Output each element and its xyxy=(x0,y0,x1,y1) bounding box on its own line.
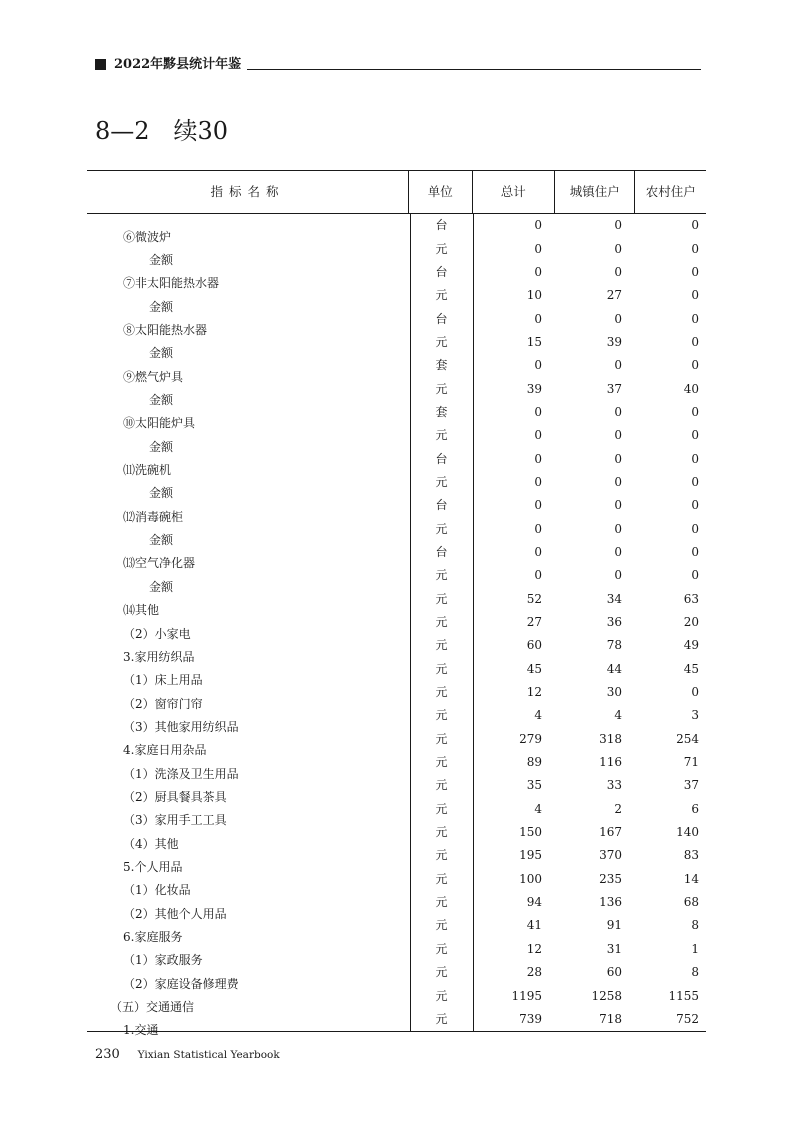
row-indicator-label: （1）家政服务 xyxy=(123,953,203,968)
row-urban-value: 0 xyxy=(614,264,622,279)
row-unit: 元 xyxy=(435,638,448,653)
row-unit: 元 xyxy=(435,778,448,793)
row-rural-value: 0 xyxy=(691,358,699,373)
table-row xyxy=(87,214,706,244)
row-unit: 元 xyxy=(435,241,448,256)
row-rural-value: 14 xyxy=(683,871,699,886)
row-indicator-label: ⑧太阳能热水器 xyxy=(123,323,208,338)
row-unit: 元 xyxy=(435,708,448,723)
row-indicator-label: （2）小家电 xyxy=(123,626,191,641)
row-indicator-label: ⑾洗碗机 xyxy=(123,463,172,478)
row-unit: 台 xyxy=(435,544,448,559)
row-rural-value: 8 xyxy=(691,965,699,980)
row-unit: 元 xyxy=(435,941,448,956)
table-body xyxy=(87,214,706,1038)
row-urban-value: 0 xyxy=(614,544,622,559)
row-unit: 台 xyxy=(435,498,448,513)
table-row xyxy=(87,611,706,641)
row-unit: 元 xyxy=(435,871,448,886)
row-unit: 元 xyxy=(435,661,448,676)
row-total-value: 89 xyxy=(526,755,542,770)
row-indicator-label: （五）交通通信 xyxy=(110,1000,195,1015)
row-unit: 元 xyxy=(435,848,448,863)
column-header-rural-households: 农村住户 xyxy=(634,171,706,213)
row-rural-value: 0 xyxy=(691,404,699,419)
row-urban-value: 1258 xyxy=(591,988,622,1003)
row-total-value: 0 xyxy=(534,404,542,419)
column-header-total: 总计 xyxy=(472,171,554,213)
row-total-value: 94 xyxy=(526,895,542,910)
header-rule xyxy=(247,69,701,70)
row-total-value: 0 xyxy=(534,498,542,513)
row-unit: 元 xyxy=(435,965,448,980)
row-urban-value: 33 xyxy=(606,778,622,793)
row-indicator-label: （1）床上用品 xyxy=(123,673,203,688)
row-unit: 元 xyxy=(435,825,448,840)
row-urban-value: 0 xyxy=(614,358,622,373)
publication-name: Yixian Statistical Yearbook xyxy=(137,1049,280,1061)
row-indicator-label: （2）家庭设备修理费 xyxy=(123,976,239,991)
row-unit: 套 xyxy=(435,404,448,419)
row-rural-value: 0 xyxy=(691,451,699,466)
table-row xyxy=(87,261,706,291)
row-total-value: 0 xyxy=(534,311,542,326)
row-rural-value: 0 xyxy=(691,264,699,279)
row-unit: 元 xyxy=(435,755,448,770)
row-rural-value: 6 xyxy=(691,801,699,816)
row-rural-value: 0 xyxy=(691,498,699,513)
row-rural-value: 37 xyxy=(683,778,699,793)
table-row xyxy=(87,588,706,618)
row-indicator-label: 金额 xyxy=(149,533,174,548)
row-total-value: 0 xyxy=(534,568,542,583)
row-urban-value: 27 xyxy=(606,288,622,303)
row-rural-value: 0 xyxy=(691,568,699,583)
row-total-value: 4 xyxy=(534,708,542,723)
row-total-value: 195 xyxy=(519,848,542,863)
row-rural-value: 0 xyxy=(691,241,699,256)
row-total-value: 4 xyxy=(534,801,542,816)
row-unit: 元 xyxy=(435,1011,448,1026)
row-urban-value: 0 xyxy=(614,474,622,489)
row-total-value: 0 xyxy=(534,451,542,466)
row-unit: 元 xyxy=(435,521,448,536)
row-rural-value: 40 xyxy=(683,381,699,396)
row-rural-value: 0 xyxy=(691,288,699,303)
table-row xyxy=(87,844,706,874)
row-rural-value: 45 xyxy=(683,661,699,676)
row-indicator-label: 金额 xyxy=(149,393,174,408)
row-indicator-label: （4）其他 xyxy=(123,836,179,851)
row-indicator-label: ⑥微波炉 xyxy=(123,229,172,244)
row-urban-value: 60 xyxy=(606,965,622,980)
row-total-value: 52 xyxy=(526,591,542,606)
row-total-value: 27 xyxy=(526,615,542,630)
row-urban-value: 78 xyxy=(606,638,622,653)
row-urban-value: 0 xyxy=(614,218,622,233)
row-rural-value: 83 xyxy=(683,848,699,863)
row-urban-value: 91 xyxy=(606,918,622,933)
row-urban-value: 0 xyxy=(614,241,622,256)
column-header-unit: 单位 xyxy=(408,171,472,213)
row-urban-value: 4 xyxy=(614,708,622,723)
row-unit: 元 xyxy=(435,801,448,816)
row-indicator-label: （2）其他个人用品 xyxy=(123,906,227,921)
row-total-value: 41 xyxy=(526,918,542,933)
row-total-value: 28 xyxy=(526,965,542,980)
row-unit: 元 xyxy=(435,591,448,606)
row-total-value: 10 xyxy=(526,288,542,303)
row-indicator-label: 金额 xyxy=(149,346,174,361)
row-indicator-label: （1）洗涤及卫生用品 xyxy=(123,766,239,781)
table-row xyxy=(87,541,706,571)
row-rural-value: 8 xyxy=(691,918,699,933)
row-indicator-label: 4.家庭日用杂品 xyxy=(123,743,207,758)
row-urban-value: 116 xyxy=(599,755,622,770)
row-urban-value: 0 xyxy=(614,311,622,326)
row-indicator-label: ⑦非太阳能热水器 xyxy=(123,276,220,291)
row-unit: 元 xyxy=(435,474,448,489)
row-urban-value: 0 xyxy=(614,404,622,419)
row-indicator-label: ⑿消毒碗柜 xyxy=(123,509,184,524)
row-urban-value: 167 xyxy=(599,825,622,840)
row-unit: 元 xyxy=(435,568,448,583)
row-rural-value: 1155 xyxy=(668,988,699,1003)
row-indicator-label: 金额 xyxy=(149,253,174,268)
row-total-value: 60 xyxy=(526,638,542,653)
table-row xyxy=(87,471,706,501)
row-rural-value: 63 xyxy=(683,591,699,606)
row-urban-value: 370 xyxy=(599,848,622,863)
column-divider xyxy=(410,214,411,1032)
page-footer xyxy=(95,1047,280,1062)
row-total-value: 100 xyxy=(519,871,542,886)
row-urban-value: 0 xyxy=(614,521,622,536)
row-unit: 元 xyxy=(435,988,448,1003)
row-urban-value: 36 xyxy=(606,615,622,630)
row-unit: 元 xyxy=(435,685,448,700)
row-total-value: 0 xyxy=(534,428,542,443)
row-urban-value: 30 xyxy=(606,685,622,700)
row-indicator-label: 金额 xyxy=(149,579,174,594)
row-rural-value: 0 xyxy=(691,521,699,536)
row-unit: 元 xyxy=(435,334,448,349)
row-indicator-label: ⒁其他 xyxy=(123,603,160,618)
row-total-value: 150 xyxy=(519,825,542,840)
row-rural-value: 0 xyxy=(691,334,699,349)
row-urban-value: 0 xyxy=(614,428,622,443)
row-rural-value: 49 xyxy=(683,638,699,653)
row-rural-value: 3 xyxy=(691,708,699,723)
row-urban-value: 0 xyxy=(614,568,622,583)
row-indicator-label: （3）家用手工工具 xyxy=(123,813,227,828)
row-indicator-label: （2）窗帘门帘 xyxy=(123,696,203,711)
table-title: 8—2 续30 xyxy=(95,117,229,145)
row-unit: 台 xyxy=(435,218,448,233)
row-rural-value: 0 xyxy=(691,428,699,443)
row-indicator-label: 5.个人用品 xyxy=(123,859,183,874)
table-header xyxy=(87,170,706,214)
row-indicator-label: （1）化妆品 xyxy=(123,883,191,898)
row-indicator-label: 金额 xyxy=(149,486,174,501)
row-rural-value: 254 xyxy=(676,731,699,746)
row-unit: 套 xyxy=(435,358,448,373)
row-unit: 元 xyxy=(435,731,448,746)
column-header-indicator: 指标名称 xyxy=(210,184,285,199)
row-urban-value: 235 xyxy=(599,871,622,886)
row-total-value: 0 xyxy=(534,264,542,279)
row-rural-value: 0 xyxy=(691,311,699,326)
row-total-value: 0 xyxy=(534,544,542,559)
row-urban-value: 2 xyxy=(614,801,622,816)
row-indicator-label: ⑩太阳能炉具 xyxy=(123,416,196,431)
row-unit: 台 xyxy=(435,311,448,326)
yearbook-title: 2022年黟县统计年鉴 xyxy=(114,57,242,72)
row-total-value: 739 xyxy=(519,1011,542,1026)
row-total-value: 0 xyxy=(534,521,542,536)
row-unit: 元 xyxy=(435,895,448,910)
row-total-value: 35 xyxy=(526,778,542,793)
row-rural-value: 0 xyxy=(691,218,699,233)
row-indicator-label: 金额 xyxy=(149,299,174,314)
column-header-urban-households: 城镇住户 xyxy=(554,171,634,213)
row-total-value: 45 xyxy=(526,661,542,676)
row-indicator-label: 金额 xyxy=(149,439,174,454)
column-divider xyxy=(473,214,474,1032)
table-row xyxy=(87,447,706,478)
row-total-value: 0 xyxy=(534,474,542,489)
row-total-value: 12 xyxy=(526,941,542,956)
row-total-value: 39 xyxy=(526,381,542,396)
page-number: 230 xyxy=(95,1047,120,1062)
row-indicator-label: （2）厨具餐具茶具 xyxy=(123,789,227,804)
row-rural-value: 0 xyxy=(691,685,699,700)
row-total-value: 12 xyxy=(526,685,542,700)
row-rural-value: 140 xyxy=(676,825,699,840)
row-indicator-label: 6.家庭服务 xyxy=(123,929,183,944)
row-urban-value: 318 xyxy=(599,731,622,746)
row-indicator-label: ⒀空气净化器 xyxy=(123,556,196,571)
row-unit: 元 xyxy=(435,615,448,630)
table-row xyxy=(87,494,706,524)
row-indicator-label: ⑨燃气炉具 xyxy=(123,369,184,384)
row-rural-value: 68 xyxy=(683,895,699,910)
table-row xyxy=(87,307,706,338)
row-unit: 元 xyxy=(435,381,448,396)
row-total-value: 15 xyxy=(526,334,542,349)
row-unit: 元 xyxy=(435,428,448,443)
running-header xyxy=(95,56,701,74)
row-unit: 台 xyxy=(435,451,448,466)
row-urban-value: 718 xyxy=(599,1011,622,1026)
row-indicator-label: （3）其他家用纺织品 xyxy=(123,719,239,734)
row-urban-value: 0 xyxy=(614,451,622,466)
row-unit: 元 xyxy=(435,918,448,933)
row-total-value: 0 xyxy=(534,241,542,256)
row-rural-value: 752 xyxy=(676,1011,699,1026)
table-row xyxy=(87,354,706,384)
row-rural-value: 1 xyxy=(691,941,699,956)
header-square-marker xyxy=(95,59,106,70)
row-indicator-label: 1.交通 xyxy=(123,1023,159,1038)
row-urban-value: 0 xyxy=(614,498,622,513)
row-rural-value: 0 xyxy=(691,544,699,559)
row-unit: 台 xyxy=(435,264,448,279)
row-rural-value: 0 xyxy=(691,474,699,489)
statistics-table xyxy=(87,170,706,1038)
table-row xyxy=(87,237,706,268)
row-total-value: 1195 xyxy=(511,988,542,1003)
table-row xyxy=(87,401,706,431)
row-urban-value: 31 xyxy=(606,941,622,956)
row-urban-value: 136 xyxy=(599,895,622,910)
row-total-value: 279 xyxy=(519,731,542,746)
row-total-value: 0 xyxy=(534,358,542,373)
row-urban-value: 34 xyxy=(606,591,622,606)
row-urban-value: 44 xyxy=(606,661,622,676)
row-rural-value: 20 xyxy=(683,615,699,630)
row-indicator-label: 3.家用纺织品 xyxy=(123,649,195,664)
row-rural-value: 71 xyxy=(683,755,699,770)
row-urban-value: 39 xyxy=(606,334,622,349)
row-total-value: 0 xyxy=(534,218,542,233)
row-unit: 元 xyxy=(435,288,448,303)
row-urban-value: 37 xyxy=(606,381,622,396)
